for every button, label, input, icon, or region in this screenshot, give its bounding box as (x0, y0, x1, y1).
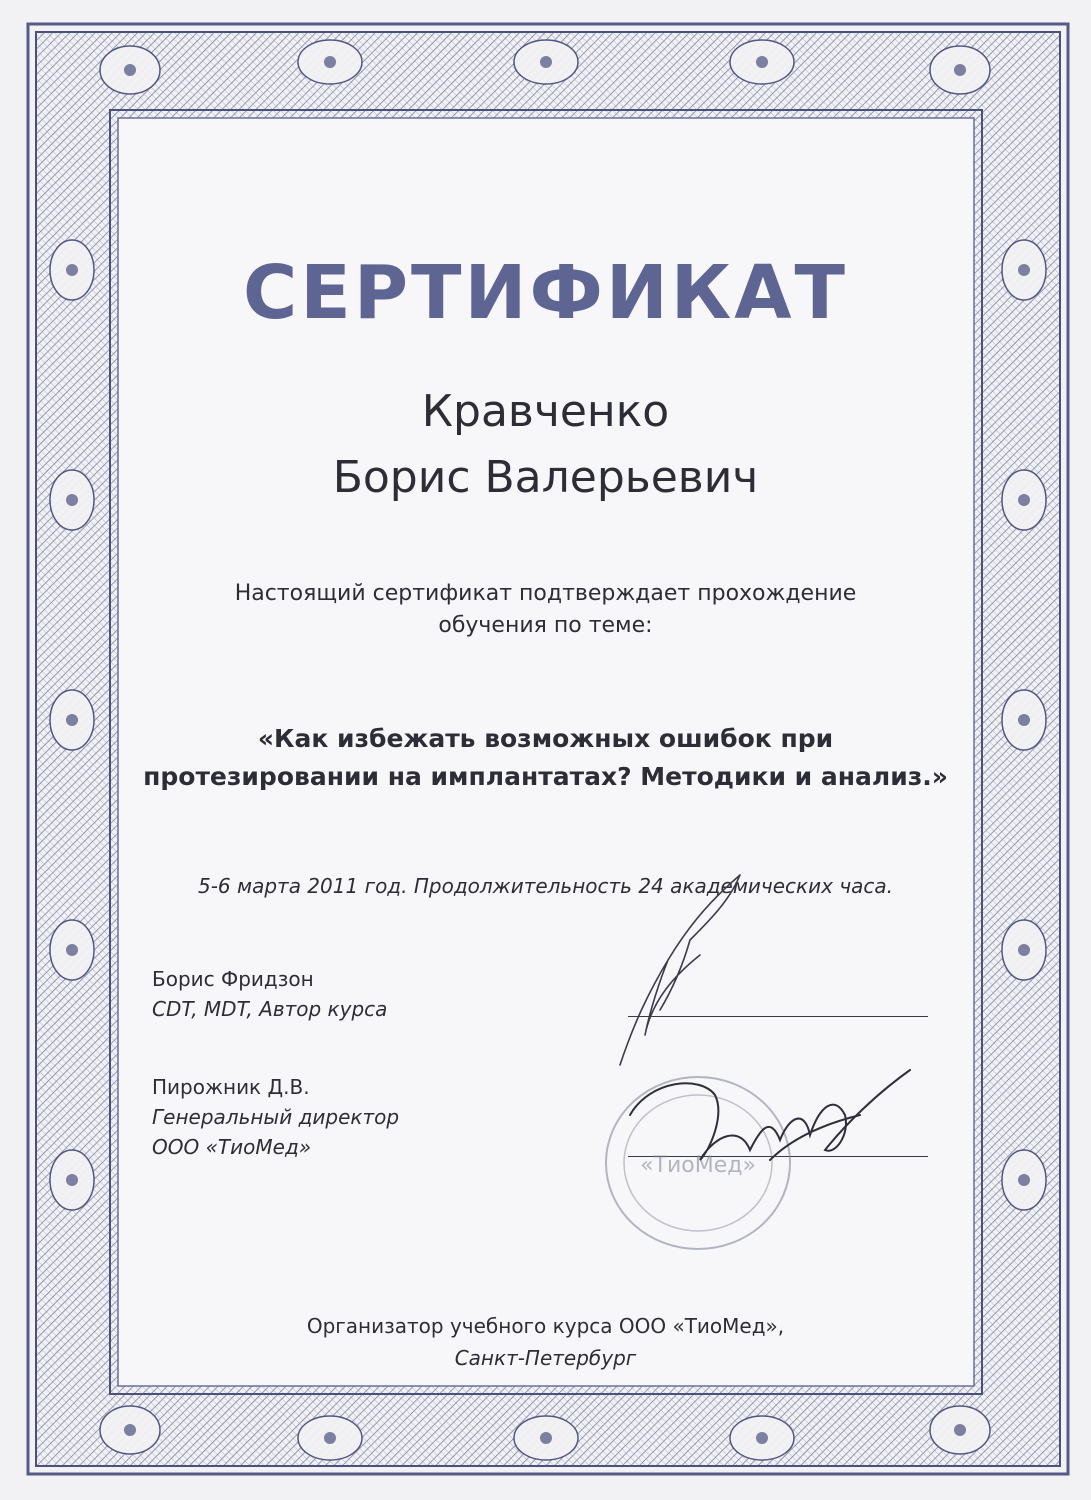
footer-line-1: Организатор учебного курса ООО «ТиоМед», (306, 1314, 785, 1338)
footer-line-2: Санкт-Петербург (454, 1346, 637, 1370)
signatory-author (152, 964, 387, 1024)
recipient-given-names: Борис Валерьевич (332, 452, 759, 503)
course-dates: 5-6 марта 2011 год. Продолжительность 24 академических часа. (197, 874, 894, 898)
signatory-role: Генеральный директор (152, 1105, 400, 1129)
confirmation-text (0, 578, 1091, 642)
certificate-title: СЕРТИФИКАТ (242, 250, 849, 336)
signatory-role: CDT, MDT, Автор курса (152, 997, 388, 1021)
confirmation-line-1: Настоящий сертификат подтверждает прохождение (234, 581, 857, 606)
signatory-name: Борис Фридзон (152, 967, 314, 991)
signatory-name: Пирожник Д.В. (152, 1075, 310, 1099)
topic-line-1: «Как избежать возможных ошибок при (257, 724, 834, 753)
organizer-footer (0, 1310, 1091, 1374)
signatory-org: ООО «ТиоМед» (152, 1135, 312, 1159)
handwritten-signature-author (590, 850, 830, 1080)
recipient-surname: Кравченко (421, 386, 670, 437)
handwritten-signature-director (620, 1055, 930, 1175)
topic-line-2: протезировании на имплантатах? Методики и анализ.» (143, 762, 948, 791)
course-topic (0, 720, 1091, 796)
confirmation-line-2: обучения по теме: (438, 613, 653, 638)
stamp-text: «ТиоМед» (640, 1153, 756, 1178)
signatory-director (152, 1072, 399, 1162)
